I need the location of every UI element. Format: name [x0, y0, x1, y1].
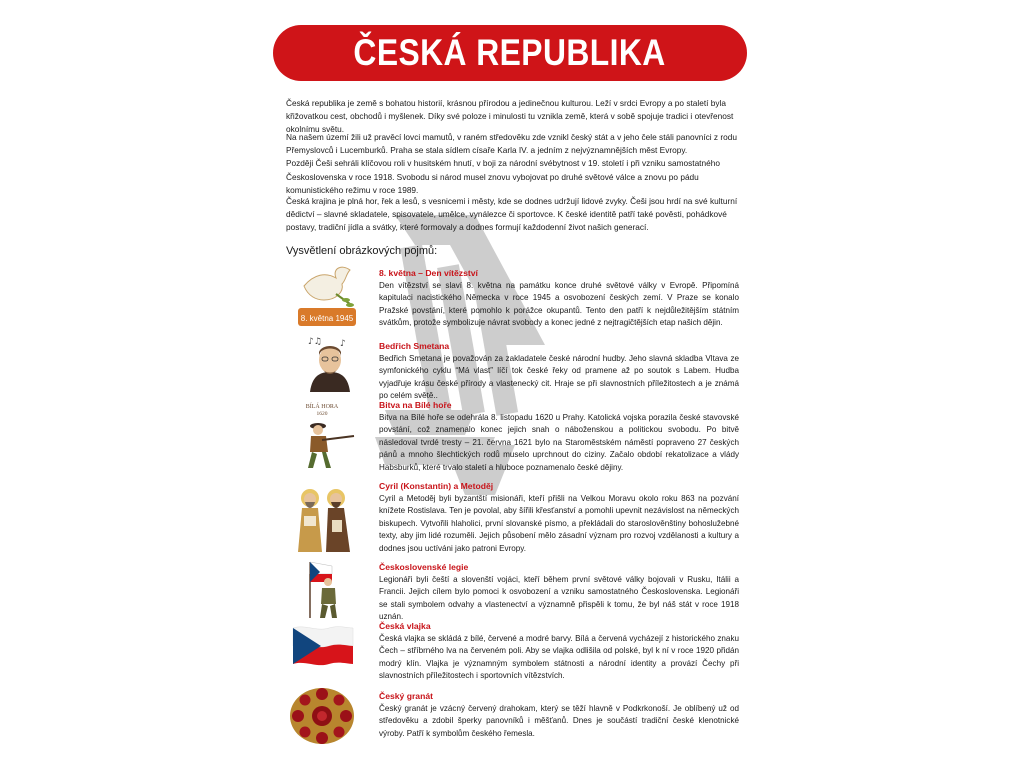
- white-mountain-year: 1620: [316, 411, 328, 417]
- glossary-item-title: Česká vlajka: [379, 621, 431, 631]
- dove-icon: [296, 264, 358, 330]
- white-mountain-label: BÍLÁ HORA: [305, 404, 339, 410]
- history-paragraph-2: Později Češi sehráli klíčovou roli v husitském hnutí, v boji za národní svébytnost v 19. století i při vzniku samostatného Československa v roce 1918. Svobodu si národ musel znovu vybojovat po druhé světové válce a znovu po pádu komunistického režimu v roce 1989.: [286, 158, 720, 195]
- title-banner: [273, 25, 747, 81]
- victory-date-label: 8. května 1945: [300, 314, 354, 323]
- glossary-item-description: Legionáři byli čeští a slovenští vojáci, kteří během první světové války bojovali v Rusku, Itálii a Francii. Jejich cílem bylo pomoci k osvobození a vzniku samostatného Československa. Legionáři se stali symbolem odvahy a vlastenectví a významně přispěli k tomu, že byl náš stát v roce 1918 uznán.: [379, 574, 739, 622]
- czech-flag-icon: [291, 622, 355, 672]
- garnet-brooch-icon: [288, 684, 356, 748]
- glossary-item-title: Československé legie: [379, 562, 469, 572]
- history-text: [286, 131, 746, 197]
- glossary-item: [379, 267, 739, 330]
- smetana-portrait-icon: [302, 334, 358, 394]
- glossary-item: [379, 561, 739, 624]
- landscape-text: [286, 195, 746, 235]
- history-paragraph-1: Na našem území žili už pravěcí lovci mamutů, v raném středověku zde vznikl český stát a v jeho čele stáli panovníci z rodu Přemyslovců i Lucemburků. Praha se stala sídlem císaře Karla IV. a jedním z nejvýznamnějších měst Evropy.: [286, 132, 737, 156]
- glossary-item: [379, 690, 739, 740]
- svg-text:♪: ♪: [340, 339, 346, 349]
- glossary-item-title: Bitva na Bílé hoře: [379, 400, 452, 410]
- glossary-item-description: Bedřich Smetana je považován za zakladatele české národní hudby. Jeho slavná skladba Vltava ze symfonického cyklu “Má vlast” líčí tok české řeky od pramene až po soutok s Labem. Hudba vyjadřuje krásu české přírody a vlastenecký cit. Hraje se při slavnostních příležitostech a je známá po celém světě..: [379, 353, 739, 401]
- glossary-item-title: Cyril (Konstantin) a Metoděj: [379, 481, 494, 491]
- glossary-item-title: Český granát: [379, 691, 433, 701]
- glossary-item-title: 8. května – Den vítězství: [379, 268, 478, 278]
- glossary-item-description: Cyril a Metoděj byli byzantští misionáři, kteří přišli na Velkou Moravu okolo roku 863 na pozvání knížete Rostislava. Ten je povolal, aby šířili křesťanství a pomohli upevnit nezávislost na německých biskupech. Vytvořili hlaholici, první slovanské písmo, a překládali do staroslověnštiny bohoslužebné texty, aby jim lidé rozuměli. Jejich působení mělo zásadní význam pro rozvoj vzdělanosti a kultury a dodnes jsou uctíváni jako patroni Evropy.: [379, 493, 739, 553]
- glossary-item-title: Bedřich Smetana: [379, 341, 450, 351]
- page-title: ČESKÁ REPUBLIKA: [353, 32, 667, 73]
- glossary-heading: Vysvětlení obrázkových pojmů:: [286, 245, 438, 257]
- glossary-item-description: Den vítězství se slaví 8. května na památku konce druhé světové války v Evropě. Připomíná kapitulaci nacistického Německa v roce 1945 a osvobození českých zemí. V Praze se konalo Pražské povstání, které pomohlo k porážce okupantů. Tento den patří k nejdůležitějším státním svátkům, protože symbolizuje návrat svobody a konec jedné z nejtragičtějších etap našich dějin.: [379, 280, 739, 328]
- svg-text:♪♫: ♪♫: [308, 337, 322, 347]
- glossary-item-description: Český granát je vzácný červený drahokam, který se těží hlavně v Podkrkonoší. Je oblíbený už od středověku a zdobil šperky panovníků i měšťanů. Dnes je součástí tradiční české klenotnické výroby. Patří k symbolům českého řemesla.: [379, 703, 739, 738]
- cyril-methodius-icon: [292, 486, 356, 554]
- glossary-item: [379, 340, 739, 403]
- glossary-item: [379, 620, 739, 683]
- intro-paragraph: Česká republika je země s bohatou historií, krásnou přírodou a jedinečnou kulturou. Leží v srdci Evropy a po staletí byla křižovatkou cest, obchodů i myšlenek. Díky své poloze i minulosti tu vznikla země, která v sobě spojuje tradici i otevřenost okolnímu světu.: [286, 98, 734, 135]
- landscape-paragraph: Česká krajina je plná hor, řek a lesů, s vesnicemi i městy, kde se dodnes udržují lidové zvyky. Češi jsou hrdí na své kulturní dědictví – slavné skladatele, spisovatele, umělce, vynálezce či sportovce. K české identitě patří také pověsti, pohádkové postavy, tradiční jídla a svátky, které formovaly a dodnes formují každodenní život našich generací.: [286, 196, 738, 233]
- glossary-item: [379, 399, 739, 475]
- legionnaire-icon: [302, 560, 350, 620]
- glossary-item-description: Česká vlajka se skládá z bílé, červené a modré barvy. Bílá a červená vycházejí z historického znaku Čech – stříbrného lva na červeném poli. Aby se vlajka odlišila od polské, byl k ní v roce 1920 přidán modrý klín. Vlajka je významným symbolem státnosti a národní identity a provází Čechy při slavnostních příležitostech i sportovních vítězstvích.: [379, 633, 739, 681]
- glossary-item: [379, 480, 739, 556]
- glossary-item-description: Bitva na Bílé hoře se odehrála 8. listopadu 1620 u Prahy. Katolická vojska porazila české stavovské povstání, což znamenalo konec jejich snah o náboženskou a politickou svobodu. Po bitvě následoval tvrdé tresty – 21. června 1621 bylo na Staroměstském náměstí popraveno 27 českých pánů a mnoho šlechtických rodů muselo uprchnout do ciziny. Začalo období rekatolizace a vlády Habsburků, které trvalo staletí a hluboce poznamenalo české dějiny.: [379, 412, 739, 472]
- white-mountain-soldier-icon: [298, 400, 358, 472]
